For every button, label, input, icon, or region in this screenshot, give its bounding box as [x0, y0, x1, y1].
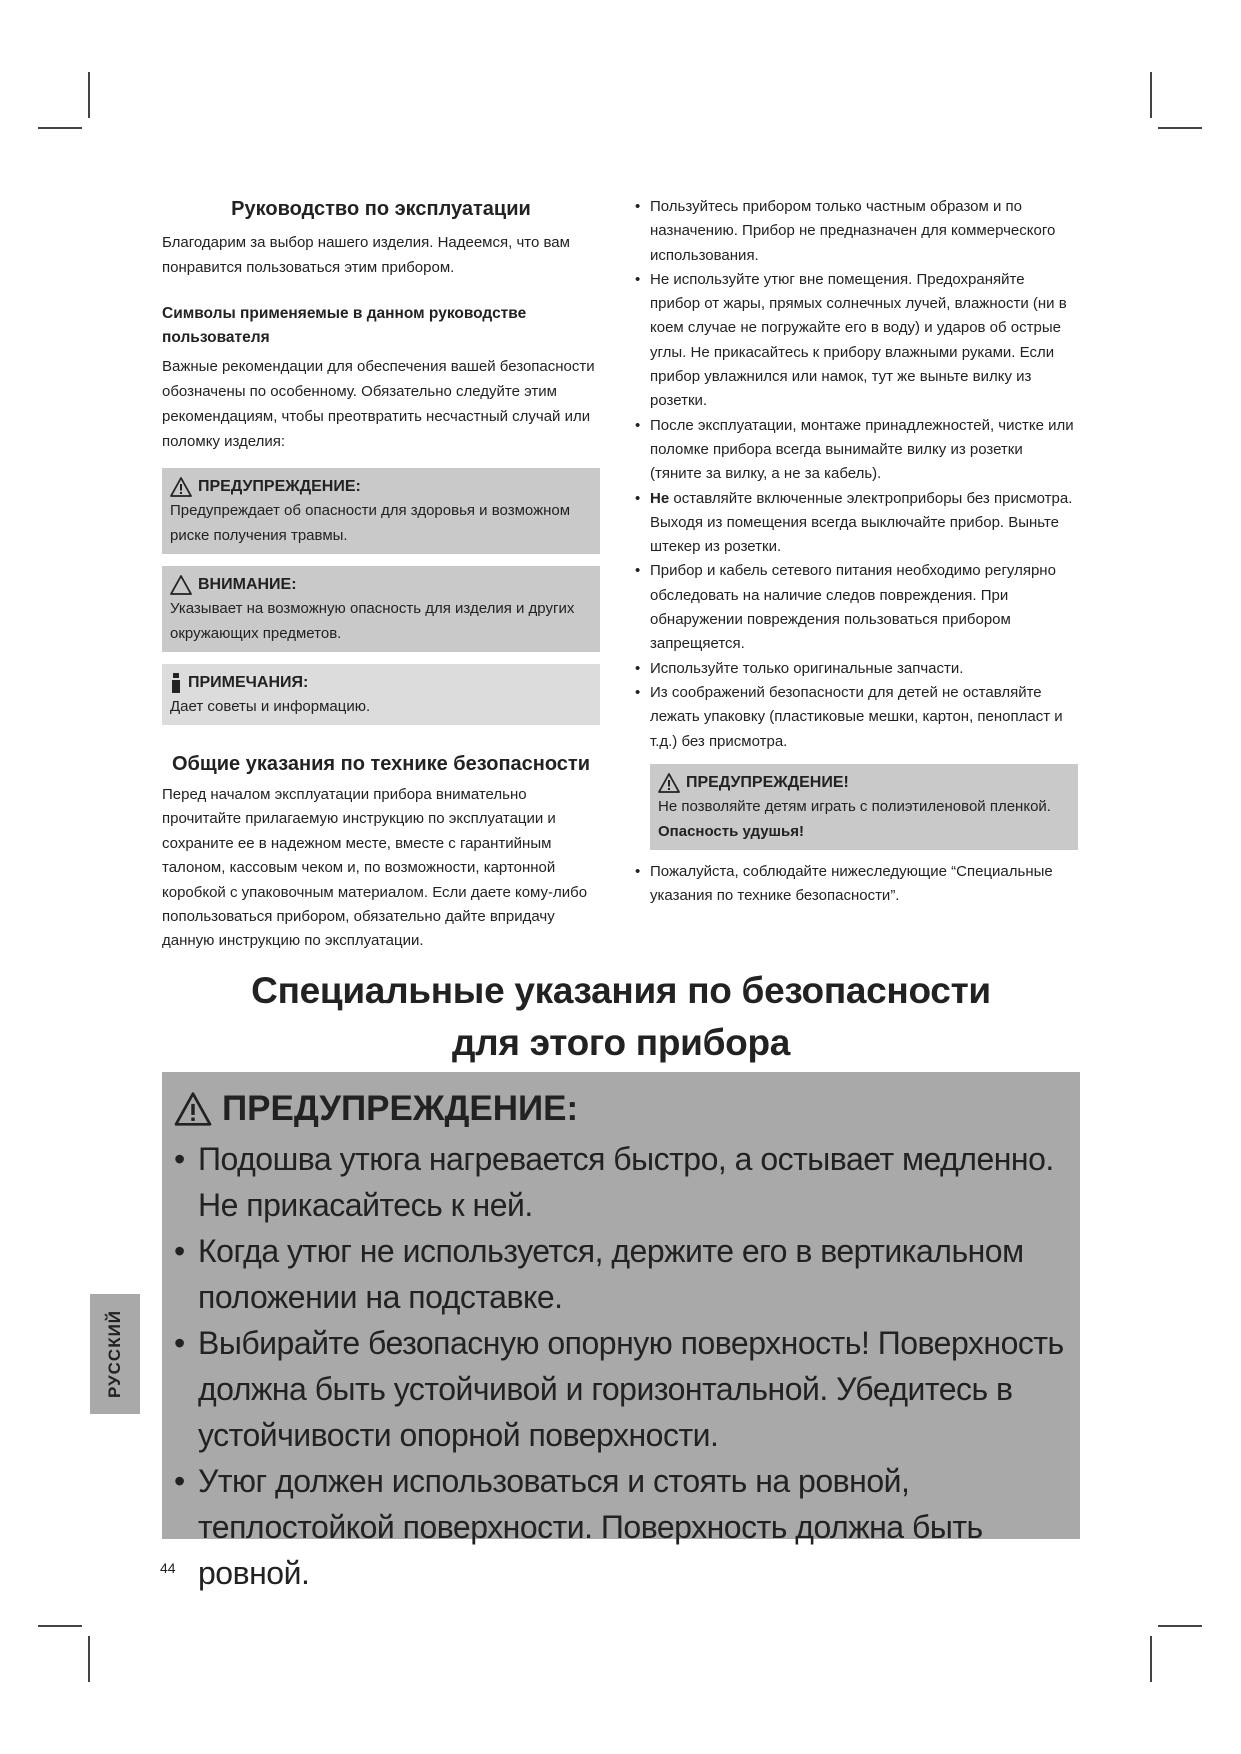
language-tab	[90, 1294, 140, 1414]
list-item: • Когда утюг не используется, держите его в вертикальном положении на подставке.	[174, 1228, 1080, 1320]
crop-mark	[88, 1636, 90, 1682]
warning-title-label: ПРЕДУПРЕЖДЕНИЕ:	[198, 478, 361, 495]
list-item: • Утюг должен использоваться и стоять на ровной, теплостойкой поверхности. Поверхность должна быть ровной.	[174, 1458, 1080, 1596]
general-safety-text: Перед началом эксплуатации прибора внимательно прочитайте прилагаемую инструкцию по эксплуатации и сохраните ее в надежном месте, вместе с гарантийным талоном, кассовым чеком и, по возможности, картонной коробкой с упаковочным материалом. Если даете кому-либо попользоваться прибором, обязательно дайте впридачу данную инструкцию по эксплуатации.	[162, 786, 588, 950]
crop-mark	[1150, 72, 1152, 118]
warning-box	[162, 468, 600, 554]
left-column	[162, 196, 600, 954]
warning-title	[170, 476, 592, 498]
list-item: • Не используйте утюг вне помещения. Предохраняйте прибор от жары, прямых солнечных лучей, влажности (ни в коем случае не погружайте его в воду) и ударов об острые углы. Не прикасайтесь к прибору влажными руками. Если прибор увлажнился или намок, тут же выньте вилку из розетки.	[638, 268, 1078, 414]
crop-mark	[1158, 1625, 1202, 1627]
right-column	[638, 195, 1078, 908]
crop-mark	[1150, 1636, 1152, 1682]
child-warning-bold: Опасность удушья!	[658, 822, 805, 840]
list-item: • Используйте только оригинальные запчасти.	[638, 657, 1078, 681]
note-text: Дает советы и информацию.	[170, 698, 371, 715]
intro-text: Благодарим за выбор нашего изделия. Надеемся, что вам понравится пользоваться этим прибором.	[162, 234, 570, 276]
child-warning-text	[658, 794, 1070, 844]
special-warning-title-label: ПРЕДУПРЕЖДЕНИЕ:	[222, 1089, 579, 1128]
safety-list-end	[638, 860, 1078, 909]
list-item: • Из соображений безопасности для детей не оставляйте лежать упаковку (пластиковые мешки, картон, пенопласт и т.д.) без присмотра.	[638, 681, 1078, 754]
child-warning-body: Не позволяйте детям играть с полиэтиленовой пленкой.	[658, 797, 1051, 815]
info-icon	[170, 673, 182, 693]
warning-triangle-icon	[174, 1092, 212, 1126]
special-title	[162, 965, 1080, 1069]
list-item-text: оставляйте включенные электроприборы без присмотра. Выходя из помещения всегда выключайте прибор. Выньте штекер из розетки.	[650, 489, 1073, 556]
warning-text: Предупреждает об опасности для здоровья и возможном риске получения травмы.	[170, 502, 571, 544]
symbols-heading: Символы применяемые в данном руководстве пользователя	[162, 305, 527, 346]
warning-triangle-icon	[170, 477, 192, 497]
crop-mark	[38, 1625, 82, 1627]
crop-mark	[1158, 127, 1202, 129]
list-item: • После эксплуатации, монтаже принадлежностей, чистке или поломке прибора всегда вынимайте вилку из розетки (тяните за вилку, а не за кабель).	[638, 414, 1078, 487]
list-item: • Прибор и кабель сетевого питания необходимо регулярно обследовать на наличие следов повреждения. При обнаружении повреждения пользоваться прибором запрещяется.	[638, 559, 1078, 656]
note-title	[170, 672, 592, 694]
list-item	[638, 487, 1078, 560]
special-warning-list	[162, 1136, 1080, 1596]
general-safety-title: Общие указания по технике безопасности	[171, 753, 591, 775]
child-warning-title-label: ПРЕДУПРЕЖДЕНИЕ!	[686, 773, 849, 791]
list-item: • Пользуйтесь прибором только частным образом и по назначению. Прибор не предназначен для коммерческого использования.	[638, 195, 1078, 268]
warning-triangle-icon	[658, 773, 680, 793]
symbols-text: Важные рекомендации для обеспечения вашей безопасности обозначены по особенному. Обязательно следуйте этим рекомендациям, чтобы преотвратить несчастный случай или поломку изделия:	[162, 358, 595, 450]
caution-title	[170, 574, 592, 596]
page-number: 44	[160, 1560, 176, 1576]
special-title-line2: для этого прибора	[451, 1022, 791, 1063]
crop-mark	[38, 127, 82, 129]
caution-box	[162, 566, 600, 652]
safety-list	[638, 195, 1078, 754]
crop-mark	[88, 72, 90, 118]
list-item: • Выбирайте безопасную опорную поверхность! Поверхность должна быть устойчивой и горизонтальной. Убедитесь в устойчивости опорной поверхности.	[174, 1320, 1080, 1458]
special-warning-title	[162, 1072, 1080, 1132]
note-title-label: ПРИМЕЧАНИЯ:	[188, 674, 309, 691]
list-item-bold: Не	[650, 489, 670, 507]
child-warning-title	[658, 772, 1070, 794]
special-title-line1: Специальные указания по безопасности	[251, 970, 991, 1011]
list-item: • Пожалуйста, соблюдайте нижеследующие “Специальные указания по технике безопасности”.	[638, 860, 1078, 909]
note-box	[162, 664, 600, 725]
caution-text: Указывает на возможную опасность для изделия и других окружающих предметов.	[170, 600, 575, 642]
caution-title-label: ВНИМАНИЕ:	[198, 576, 297, 593]
list-item: • Подошва утюга нагревается быстро, а остывает медленно. Не прикасайтесь к ней.	[174, 1136, 1080, 1228]
language-tab-label: РУССКИЙ	[105, 1309, 124, 1399]
manual-title: Руководство по эксплуатации	[231, 198, 531, 220]
caution-triangle-icon	[170, 575, 192, 595]
child-warning-box	[650, 764, 1078, 850]
